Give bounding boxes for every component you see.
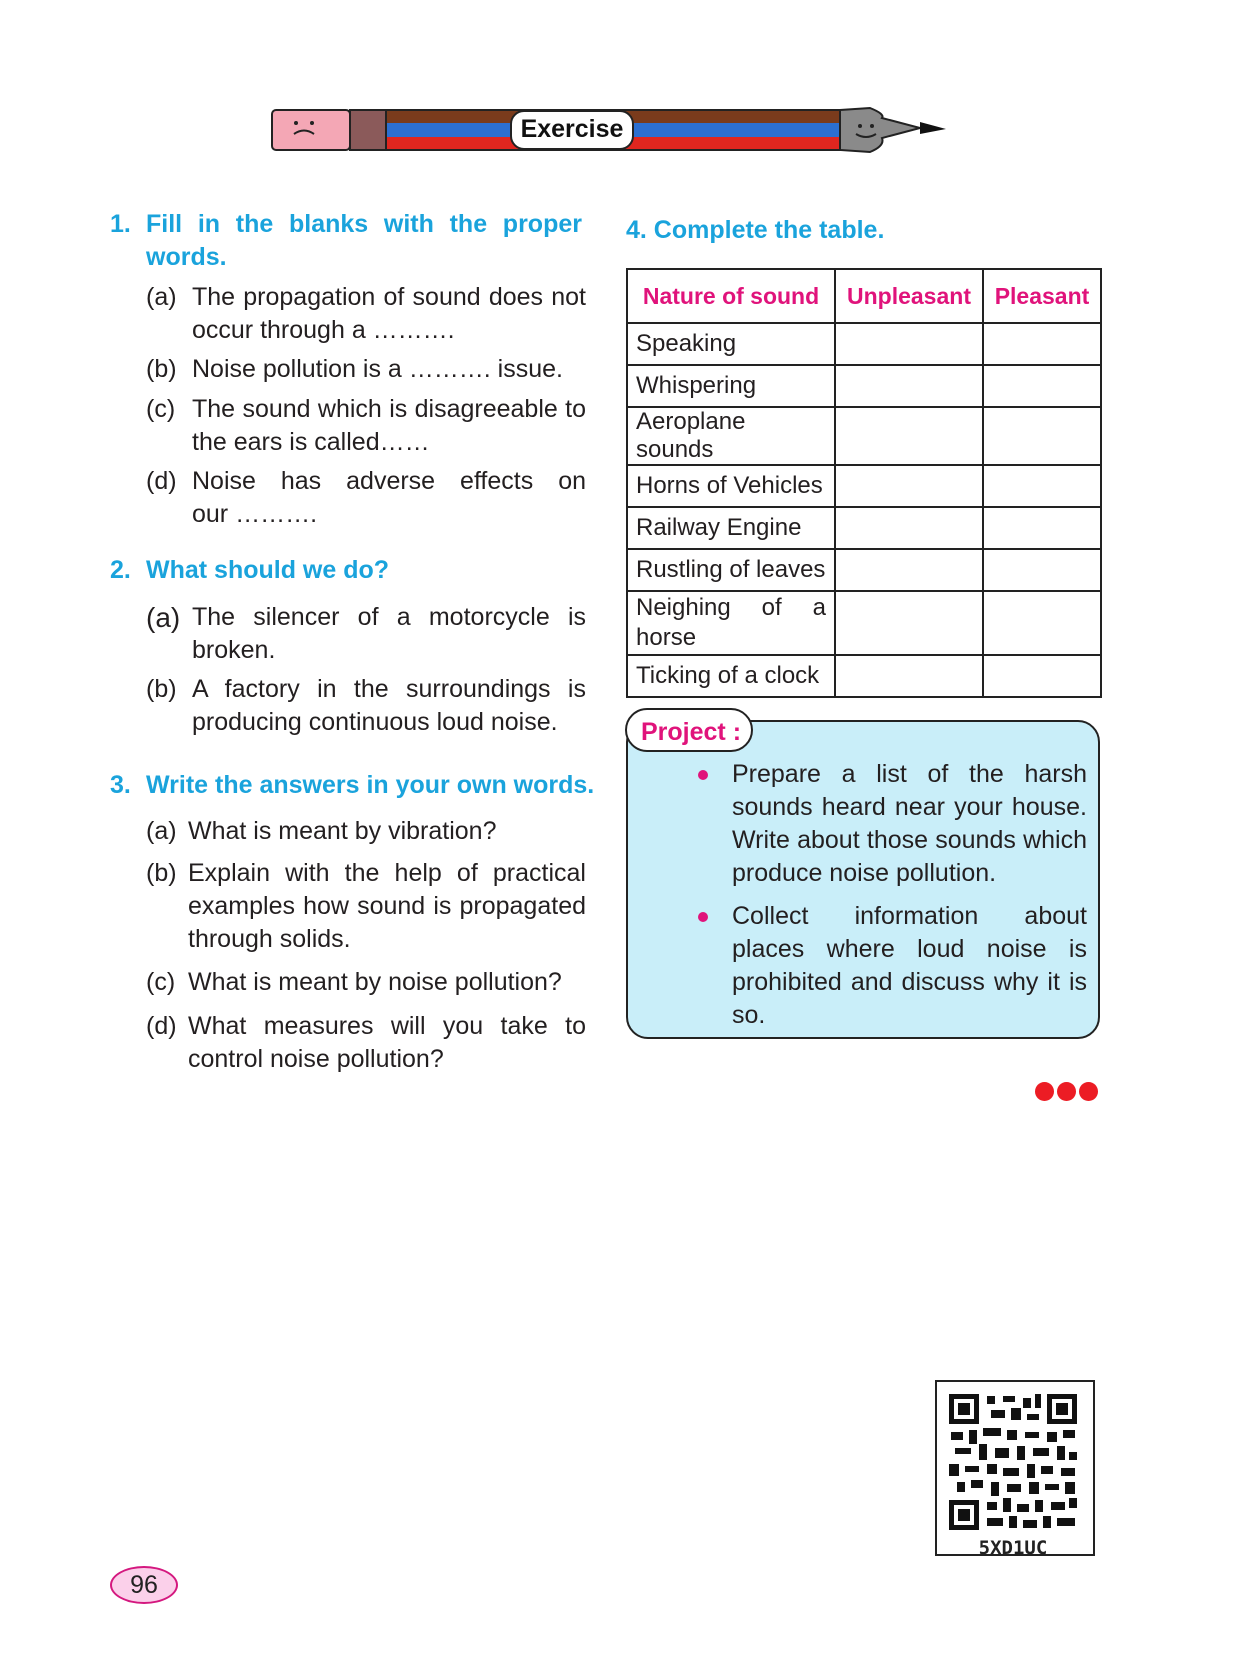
table-row: [627, 323, 1101, 365]
unpleasant-cell[interactable]: [835, 407, 983, 465]
row-sound-name: Speaking: [627, 323, 835, 365]
q1-item-d: [146, 465, 586, 535]
col-header-nature: Nature of sound: [627, 269, 835, 323]
item-line: our ……….: [192, 500, 318, 528]
table-row: [627, 655, 1101, 697]
table-row: [627, 507, 1101, 549]
project-bullet-text: Collect information about places where loud noise is prohibited and discuss why it is so.: [732, 902, 1087, 1029]
row-sound-name: Horns of Vehicles: [627, 465, 835, 507]
bullet-icon: [698, 912, 708, 922]
q3-item-b: [146, 857, 586, 957]
item-line: Explain with the help of practical: [188, 859, 586, 887]
q1-item-a: [146, 281, 586, 351]
q2-number: 2.: [110, 556, 131, 584]
item-line: producing continuous loud noise.: [192, 708, 558, 736]
item-line: broken.: [192, 636, 276, 664]
q1-title-line1: Fill in the blanks with the proper: [146, 210, 582, 238]
item-line: the ears is called……: [192, 428, 430, 456]
bullet-icon: [698, 770, 708, 780]
item-line: control noise pollution?: [188, 1045, 444, 1073]
table-header-row: [627, 269, 1101, 323]
unpleasant-cell[interactable]: [835, 655, 983, 697]
pleasant-cell[interactable]: [983, 591, 1101, 655]
item-label: (b): [146, 675, 177, 703]
item-line: Noise pollution is a ………. issue.: [192, 355, 563, 383]
item-label: (c): [146, 968, 176, 996]
pleasant-cell[interactable]: [983, 407, 1101, 465]
q2-item-b: [146, 673, 586, 743]
table-row: [627, 549, 1101, 591]
end-dot-icon: [1079, 1082, 1098, 1101]
item-label: (a): [146, 283, 177, 311]
row-sound-name: Ticking of a clock: [627, 655, 835, 697]
q1-item-b: [146, 353, 586, 387]
unpleasant-cell[interactable]: [835, 365, 983, 407]
pleasant-cell[interactable]: [983, 323, 1101, 365]
row-sound-name: Railway Engine: [627, 507, 835, 549]
pleasant-cell[interactable]: [983, 507, 1101, 549]
q2-item-a: [146, 601, 586, 671]
q1-title-line2: words.: [146, 243, 227, 271]
table-row: [627, 591, 1101, 655]
q3-item-c: [146, 966, 586, 1000]
exercise-title: Exercise: [510, 110, 634, 150]
table-row: [627, 465, 1101, 507]
item-label: (a): [146, 817, 177, 845]
qr-code-text: 5XD1UC: [978, 1537, 1048, 1559]
item-line: through solids.: [188, 925, 351, 953]
item-line: occur through a ……….: [192, 316, 455, 344]
item-label: (b): [146, 859, 177, 887]
end-dot-icon: [1035, 1082, 1054, 1101]
page-number: 96: [110, 1566, 178, 1604]
pleasant-cell[interactable]: [983, 549, 1101, 591]
sound-nature-table: [626, 268, 1102, 698]
row-sound-name: Rustling of leaves: [627, 549, 835, 591]
item-label: (c): [146, 395, 176, 423]
q3-title: Write the answers in your own words.: [146, 771, 595, 799]
col-header-pleasant: Pleasant: [983, 269, 1101, 323]
q2-title: What should we do?: [146, 556, 390, 584]
pleasant-cell[interactable]: [983, 655, 1101, 697]
item-line: The sound which is disagreeable to: [192, 395, 586, 423]
row-sound-name: Aeroplane sounds: [627, 407, 835, 465]
item-label: (d): [146, 467, 177, 495]
item-line: A factory in the surroundings is: [192, 675, 586, 703]
item-label: (b): [146, 355, 177, 383]
q1-item-c: [146, 393, 586, 463]
item-line: What is meant by noise pollution?: [188, 968, 562, 996]
unpleasant-cell[interactable]: [835, 465, 983, 507]
item-line: What is meant by vibration?: [188, 817, 497, 845]
item-line: Noise has adverse effects on: [192, 467, 586, 495]
row-sound-name: Whispering: [627, 365, 835, 407]
qr-code-icon[interactable]: [947, 1392, 1079, 1532]
project-label: Project :: [625, 708, 753, 752]
table-row: [627, 407, 1101, 465]
pleasant-cell[interactable]: [983, 365, 1101, 407]
unpleasant-cell[interactable]: [835, 507, 983, 549]
q1-number: 1.: [110, 210, 131, 238]
item-line: The silencer of a motorcycle is: [192, 603, 586, 631]
row-sound-name: Neighing of a horse: [627, 591, 835, 655]
end-dot-icon: [1057, 1082, 1076, 1101]
q4-title: 4. Complete the table.: [626, 216, 885, 244]
item-line: examples how sound is propagated: [188, 892, 586, 920]
pleasant-cell[interactable]: [983, 465, 1101, 507]
table-row: [627, 365, 1101, 407]
col-header-unpleasant: Unpleasant: [835, 269, 983, 323]
item-label: (a): [146, 602, 181, 633]
q3-item-a: [146, 815, 586, 849]
q3-item-d: [146, 1010, 586, 1080]
unpleasant-cell[interactable]: [835, 549, 983, 591]
unpleasant-cell[interactable]: [835, 591, 983, 655]
item-label: (d): [146, 1012, 177, 1040]
item-line: What measures will you take to: [188, 1012, 586, 1040]
unpleasant-cell[interactable]: [835, 323, 983, 365]
project-bullet-text: Prepare a list of the harsh sounds heard near your house. Write about those sounds which produce noise pollution.: [732, 760, 1087, 887]
q3-number: 3.: [110, 771, 131, 799]
item-line: The propagation of sound does not: [192, 283, 586, 311]
